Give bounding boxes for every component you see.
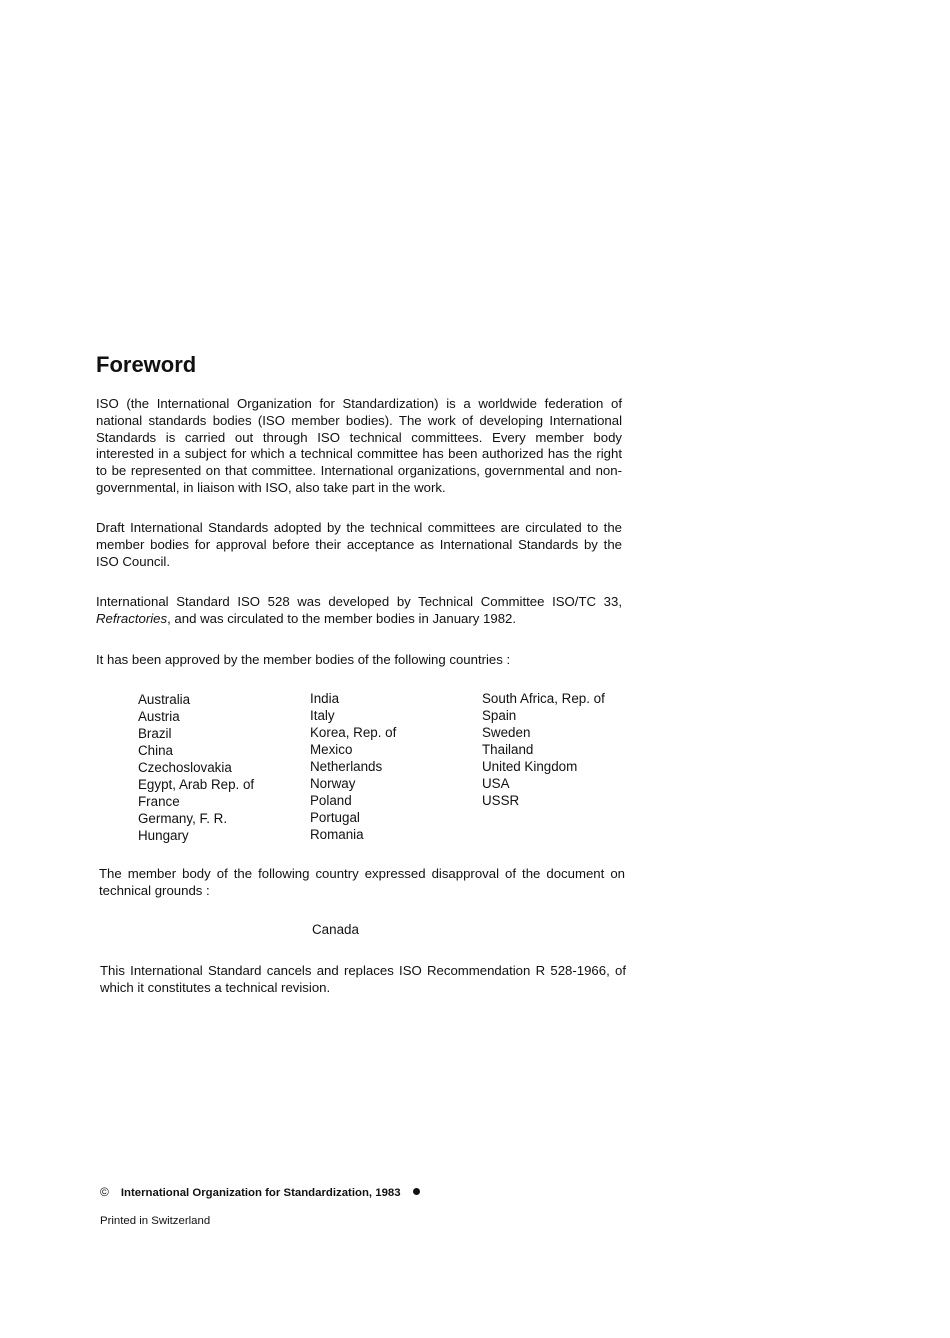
country-item: Thailand [482, 742, 534, 757]
development-text-end: , and was circulated to the member bodies in January 1982. [167, 610, 517, 626]
disapproving-country: Canada [312, 922, 359, 937]
country-item: Australia [138, 692, 191, 707]
country-item: Spain [482, 708, 517, 723]
approving-countries-list [138, 690, 638, 850]
paragraph-standard-development [96, 594, 622, 628]
development-text-start: International Standard ISO 528 was developed by Technical Committee ISO/TC 33, [96, 594, 622, 609]
country-item: Egypt, Arab Rep. of [138, 777, 255, 792]
country-item: Hungary [138, 828, 189, 843]
countries-column-1 [138, 691, 254, 844]
paragraph-draft-standards: Draft International Standards adopted by the technical committees are circulated to the member bodies for approval before their acceptance as International Standards by the ISO Council. [96, 520, 622, 569]
country-item: Austria [138, 709, 180, 724]
bullet-dot-icon [413, 1188, 420, 1195]
country-item: Czechoslovakia [138, 760, 232, 775]
paragraph-approval-intro: It has been approved by the member bodies of the following countries : [96, 652, 511, 667]
copyright-line [100, 1185, 420, 1199]
country-item: Germany, F. R. [138, 811, 228, 826]
country-item: United Kingdom [482, 759, 578, 774]
page-title: Foreword [96, 352, 197, 377]
country-item: South Africa, Rep. of [482, 691, 605, 706]
country-item: Romania [310, 827, 364, 842]
country-item: Italy [310, 708, 335, 723]
paragraph-replacement: This International Standard cancels and replaces ISO Recommendation R 528-1966, of which it constitutes a technical revision. [100, 963, 626, 995]
country-item: USA [482, 776, 510, 791]
paragraph-iso-intro: ISO (the International Organization for Standardization) is a worldwide federation of national standards bodies (ISO member bodies). The work of developing International Standards is carried out through ISO technical committees. Every member body interested in a subject for which a technical committee has been authorized has the right to be represented on that committee. International organizations, governmental and non-governmental, in liaison with ISO, also take part in the work. [96, 396, 622, 495]
country-item: Korea, Rep. of [310, 725, 397, 740]
country-item: France [138, 794, 180, 809]
copyright-icon: © [100, 1185, 109, 1199]
country-item: Sweden [482, 725, 531, 740]
country-item: China [138, 743, 173, 758]
country-item: USSR [482, 793, 520, 808]
country-item: Brazil [138, 726, 172, 741]
countries-column-3 [482, 690, 605, 809]
country-item: Netherlands [310, 759, 383, 774]
paragraph-disapproval-intro: The member body of the following country expressed disapproval of the document on technical grounds : [99, 866, 625, 898]
country-item: Mexico [310, 742, 353, 757]
copyright-text: International Organization for Standardization, 1983 [120, 1187, 401, 1199]
country-item: Norway [310, 776, 356, 791]
country-item: India [310, 691, 340, 706]
printed-location: Printed in Switzerland [100, 1215, 211, 1227]
countries-column-2 [310, 690, 396, 843]
committee-name: Refractories [96, 610, 168, 626]
country-item: Poland [310, 793, 352, 808]
country-item: Portugal [310, 810, 360, 825]
